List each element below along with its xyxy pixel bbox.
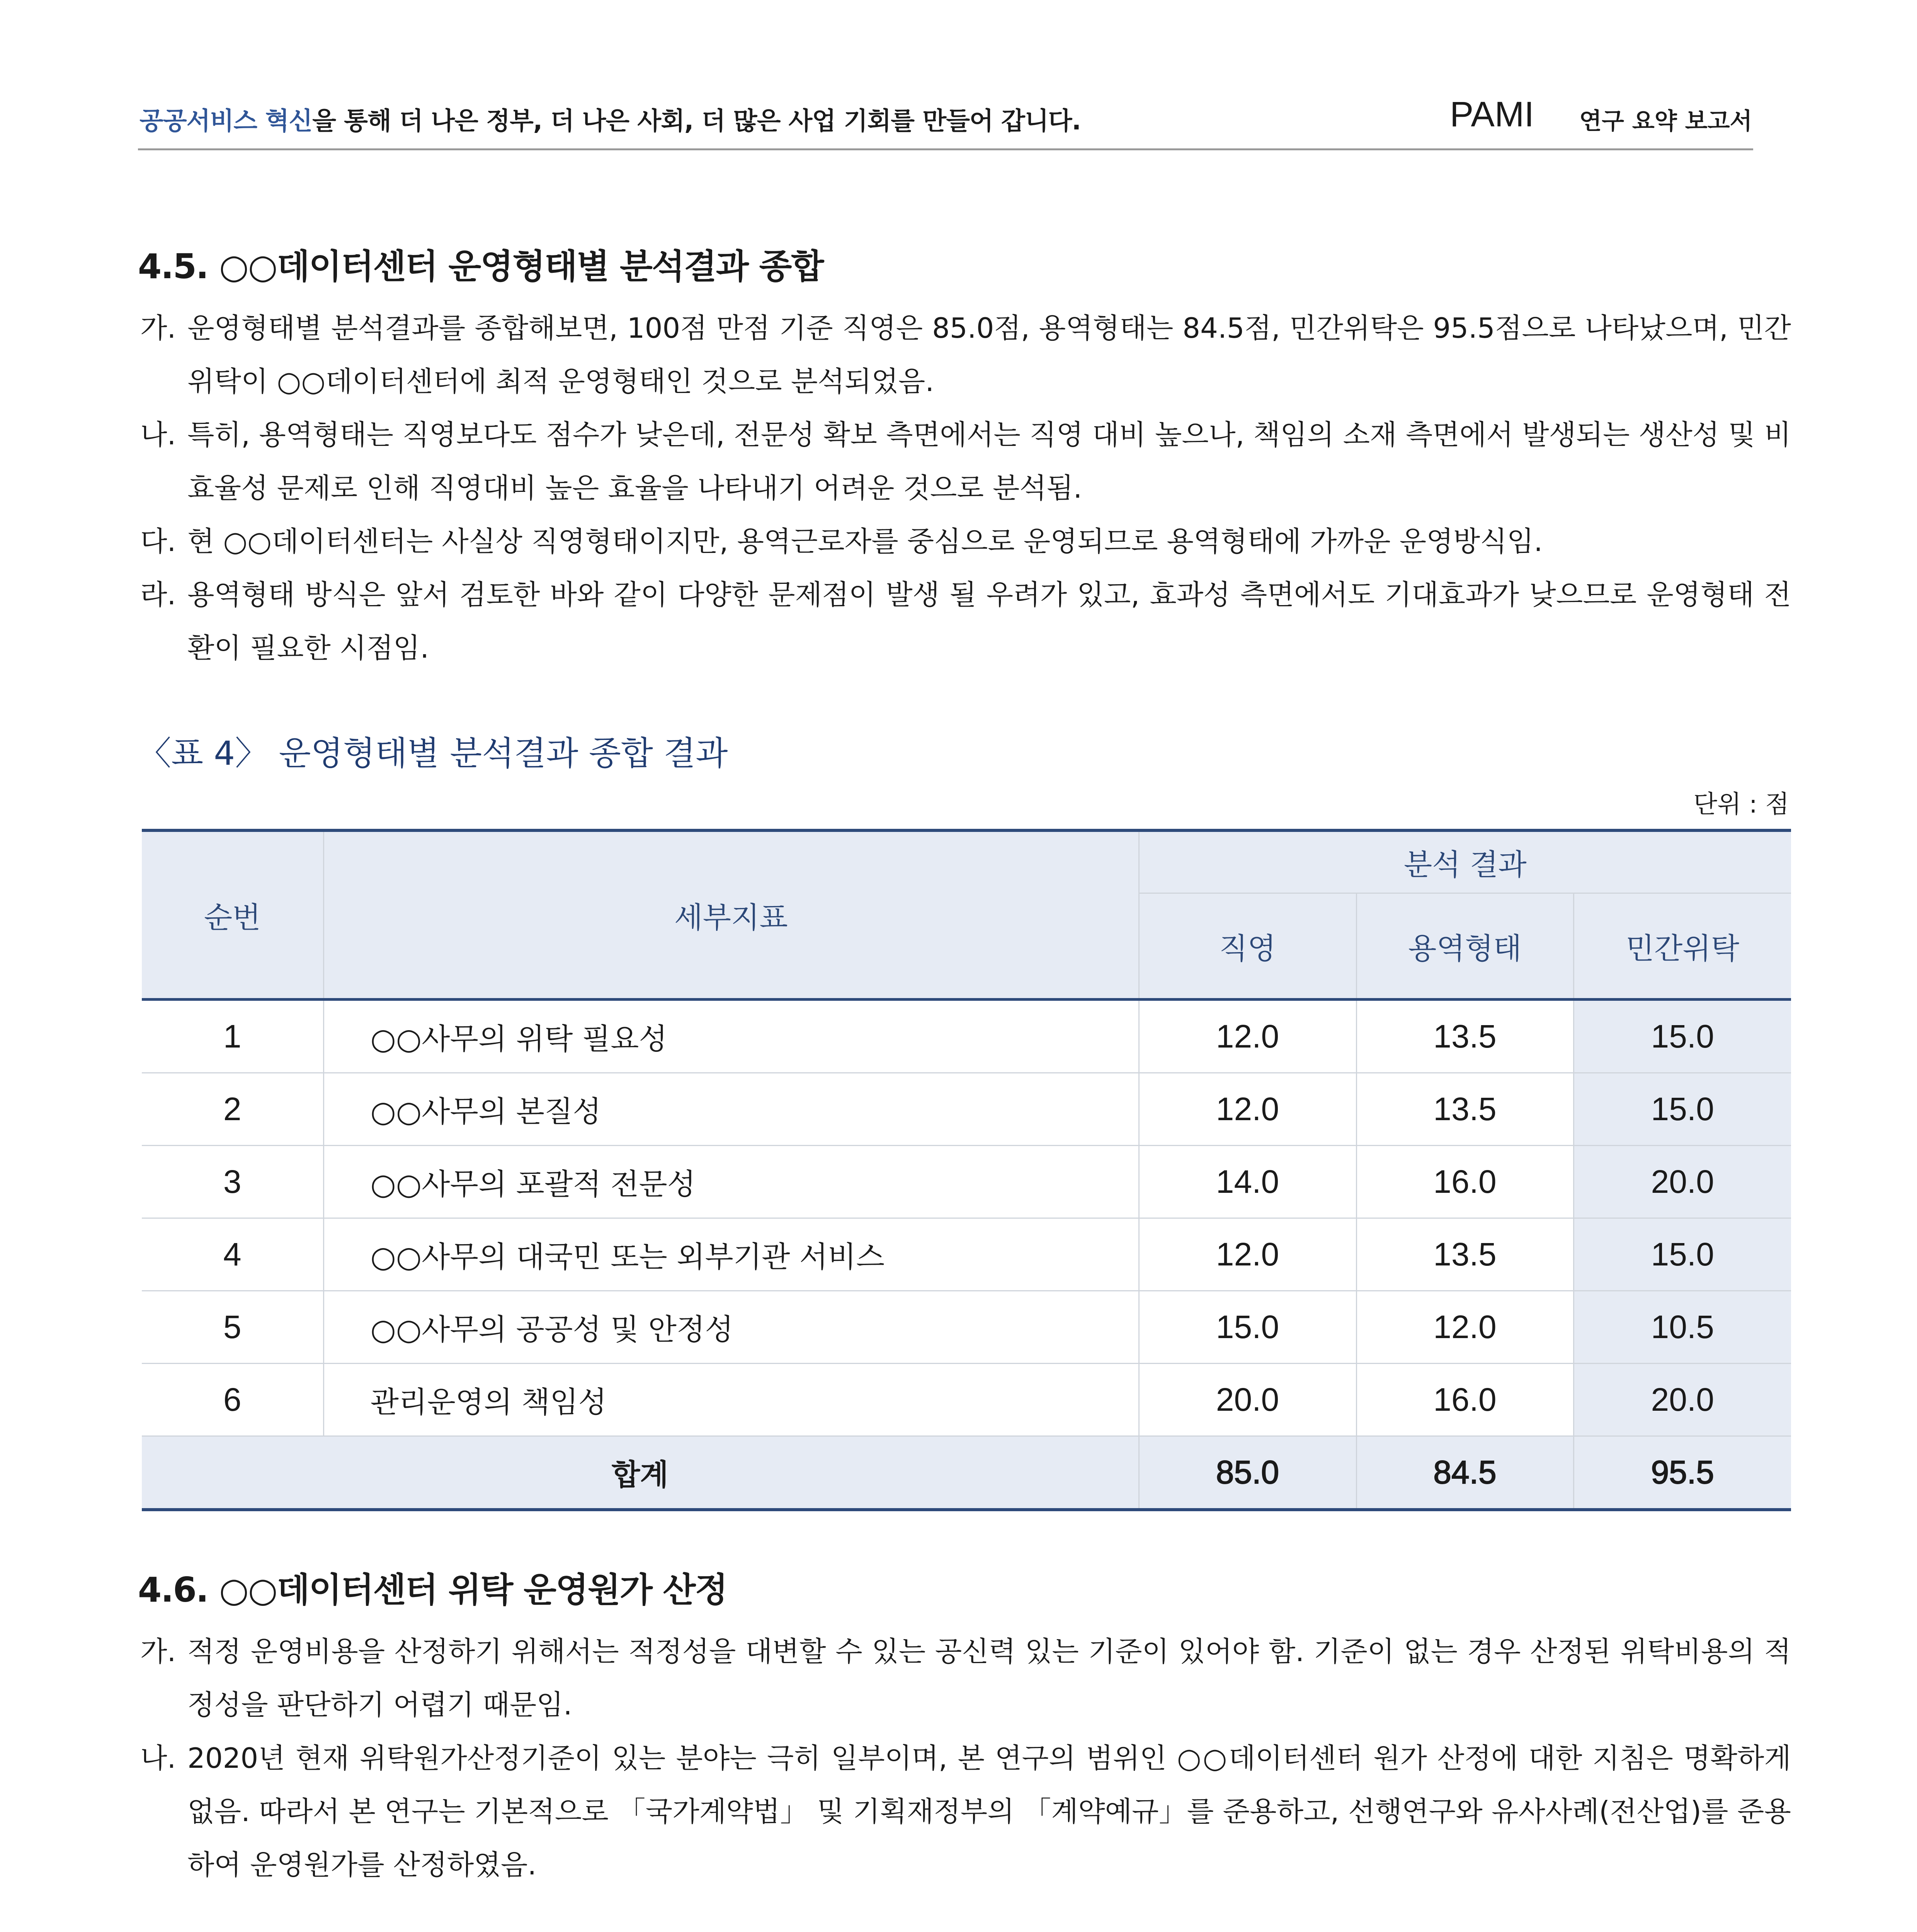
header-indicator: 세부지표 — [323, 830, 1139, 1000]
row-private: 15.0 — [1573, 1218, 1791, 1291]
total-private: 95.5 — [1573, 1436, 1791, 1510]
row-direct: 12.0 — [1139, 1000, 1356, 1073]
table-caption: 〈표 4〉 운영형태별 분석결과 종합 결과 — [138, 734, 728, 773]
header-private: 민간위탁 — [1573, 893, 1791, 1000]
row-service: 12.0 — [1356, 1291, 1573, 1364]
table-row — [142, 1000, 1791, 1073]
header-direct: 직영 — [1139, 893, 1356, 1000]
header-tagline — [139, 101, 1081, 137]
row-service: 13.5 — [1356, 1218, 1573, 1291]
table-total-row — [142, 1436, 1791, 1510]
item-text: 용역형태 방식은 앞서 검토한 바와 같이 다양한 문제점이 발생 될 우려가 있고, 효과성 측면에서도 기대효과가 낮으므로 운영형태 전환이 필요한 시점임. — [187, 578, 1791, 664]
item-text: 적정 운영비용을 산정하기 위해서는 적정성을 대변할 수 있는 공신력 있는 기준이 있어야 함. 기준이 없는 경우 산정된 위탁비용의 적정성을 판단하기 어렵기 때문임. — [187, 1635, 1791, 1721]
section-45-item-3 — [140, 515, 1791, 568]
header-group: 분석 결과 — [1139, 830, 1791, 893]
row-private: 15.0 — [1573, 1073, 1791, 1146]
row-no: 5 — [142, 1291, 323, 1364]
row-label: ○○사무의 대국민 또는 외부기관 서비스 — [323, 1218, 1139, 1291]
total-direct: 85.0 — [1139, 1436, 1356, 1510]
row-service: 13.5 — [1356, 1000, 1573, 1073]
row-no: 3 — [142, 1146, 323, 1218]
section-45-title: 4.5. ○○데이터센터 운영형태별 분석결과 종합 — [138, 247, 823, 286]
section-46-item-1 — [140, 1625, 1791, 1731]
table-row — [142, 1364, 1791, 1436]
table-row — [142, 1218, 1791, 1291]
row-label: ○○사무의 공공성 및 안정성 — [323, 1291, 1139, 1364]
section-46-item-2 — [140, 1731, 1791, 1891]
header-no: 순번 — [142, 830, 323, 1000]
item-text: 현 ○○데이터센터는 사실상 직영형태이지만, 용역근로자를 중심으로 운영되므로 용역형태에 가까운 운영방식임. — [187, 525, 1543, 558]
tagline-accent: 공공서비스 혁신 — [139, 107, 313, 136]
table-row — [142, 1146, 1791, 1218]
item-marker: 나. — [140, 1742, 176, 1774]
row-private: 10.5 — [1573, 1291, 1791, 1364]
section-46-title: 4.6. ○○데이터센터 위탁 운영원가 산정 — [138, 1570, 727, 1610]
tagline-rest: 을 통해 더 나은 정부, 더 나은 사회, 더 많은 사업 기회를 만들어 갑니다. — [312, 107, 1081, 136]
row-service: 16.0 — [1356, 1364, 1573, 1436]
results-table — [142, 829, 1791, 1511]
item-text: 운영형태별 분석결과를 종합해보면, 100점 만점 기준 직영은 85.0점, 용역형태는 84.5점, 민간위탁은 95.5점으로 나타났으며, 민간위탁이 ○○데이터센터에 최적 운영형태인 것으로 분석되었음. — [187, 312, 1791, 398]
row-no: 2 — [142, 1073, 323, 1146]
page-header — [138, 94, 1753, 150]
row-label: ○○사무의 포괄적 전문성 — [323, 1146, 1139, 1218]
item-marker: 나. — [140, 418, 176, 451]
row-direct: 20.0 — [1139, 1364, 1356, 1436]
table-unit: 단위 : 점 — [1693, 790, 1789, 819]
row-label: ○○사무의 위탁 필요성 — [323, 1000, 1139, 1073]
total-service: 84.5 — [1356, 1436, 1573, 1510]
row-private: 15.0 — [1573, 1000, 1791, 1073]
total-label: 합계 — [142, 1436, 1139, 1510]
item-text: 2020년 현재 위탁원가산정기준이 있는 분야는 극히 일부이며, 본 연구의 범위인 ○○데이터센터 원가 산정에 대한 지침은 명확하게 없음. 따라서 본 연구는 기본적으로 「국가계약법」 및 기획재정부의 「계약예규」를 준용하고, 선행연구와 유사사례(전산업)를 준용하여 운영원가를 산정하였음. — [187, 1742, 1791, 1881]
row-no: 1 — [142, 1000, 323, 1073]
row-private: 20.0 — [1573, 1364, 1791, 1436]
row-no: 4 — [142, 1218, 323, 1291]
row-direct: 15.0 — [1139, 1291, 1356, 1364]
header-org: PAMI — [1450, 95, 1534, 134]
row-private: 20.0 — [1573, 1146, 1791, 1218]
table-row — [142, 1073, 1791, 1146]
section-45-item-1 — [140, 301, 1791, 408]
row-service: 16.0 — [1356, 1146, 1573, 1218]
header-report-type: 연구 요약 보고서 — [1579, 108, 1752, 135]
item-text: 특히, 용역형태는 직영보다도 점수가 낮은데, 전문성 확보 측면에서는 직영 대비 높으나, 책임의 소재 측면에서 발생되는 생산성 및 비효율성 문제로 인해 직영대비 높은 효율을 나타내기 어려운 것으로 분석됨. — [187, 418, 1791, 504]
row-direct: 12.0 — [1139, 1218, 1356, 1291]
row-label: 관리운영의 책임성 — [323, 1364, 1139, 1436]
header-service: 용역형태 — [1356, 893, 1573, 1000]
item-marker: 가. — [140, 1635, 176, 1668]
section-45-item-2 — [140, 408, 1791, 515]
section-45-item-4 — [140, 568, 1791, 675]
table-row — [142, 1291, 1791, 1364]
item-marker: 가. — [140, 312, 176, 344]
row-label: ○○사무의 본질성 — [323, 1073, 1139, 1146]
item-marker: 다. — [140, 525, 176, 558]
row-no: 6 — [142, 1364, 323, 1436]
row-direct: 14.0 — [1139, 1146, 1356, 1218]
row-service: 13.5 — [1356, 1073, 1573, 1146]
item-marker: 라. — [140, 578, 176, 611]
row-direct: 12.0 — [1139, 1073, 1356, 1146]
